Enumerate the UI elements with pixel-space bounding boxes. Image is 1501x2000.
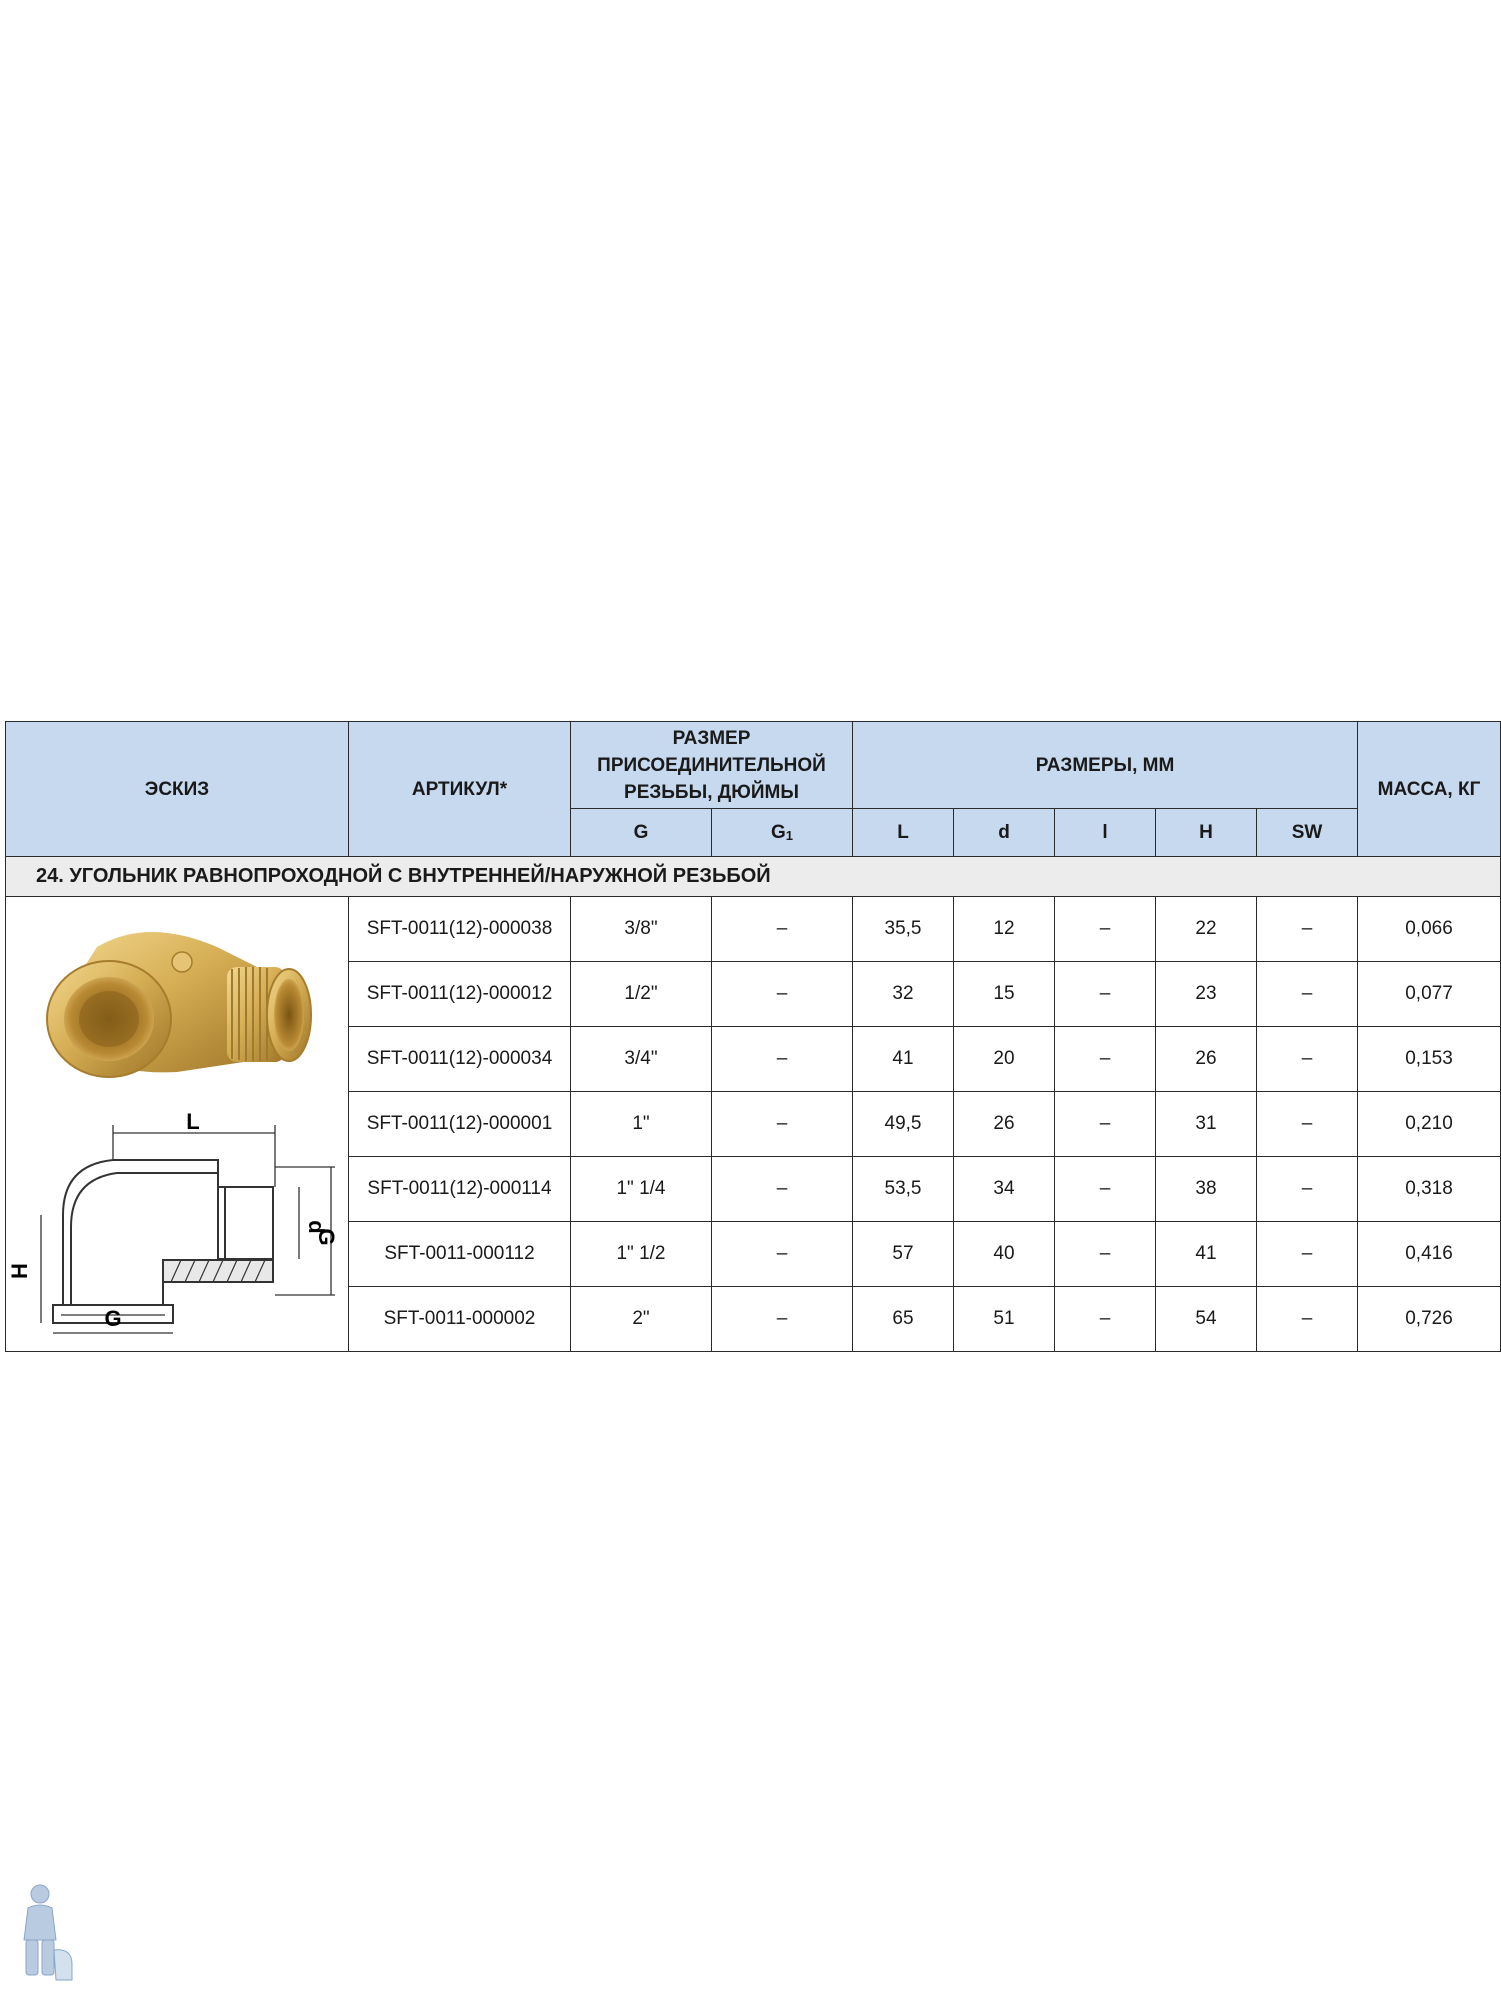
cell-SW: – [1257,1092,1358,1157]
cell-article: SFT-0011(12)-000001 [349,1092,571,1157]
cell-d: 15 [954,962,1055,1027]
header-g1-letter: G [770,821,786,843]
cell-l: – [1055,1157,1156,1222]
cell-l: – [1055,1287,1156,1352]
cell-d: 34 [954,1157,1055,1222]
cell-g: 1" 1/4 [571,1157,712,1222]
cell-mass: 0,210 [1358,1092,1501,1157]
header-row-1 [6,722,1501,809]
header-l: l [1055,809,1156,857]
cell-mass: 0,153 [1358,1027,1501,1092]
cell-l: – [1055,1027,1156,1092]
cell-H: 38 [1156,1157,1257,1222]
drawing-label-G-bottom: G [104,1306,122,1331]
cell-mass: 0,726 [1358,1287,1501,1352]
cell-H: 31 [1156,1092,1257,1157]
elbow-fitting-photo [27,907,327,1107]
section-title: 24. УГОЛЬНИК РАВНОПРОХОДНОЙ С ВНУТРЕННЕЙ/НАРУЖНОЙ РЕЗЬБОЙ [6,857,1501,897]
cell-H: 26 [1156,1027,1257,1092]
header-L: L [853,809,954,857]
cell-SW: – [1257,1287,1358,1352]
cell-g1: – [712,1157,853,1222]
header-g: G [571,809,712,857]
header-thread-size: РАЗМЕР ПРИСОЕДИНИТЕЛЬНОЙ РЕЗЬБЫ, ДЮЙМЫ [571,722,853,809]
header-SW: SW [1257,809,1358,857]
elbow-technical-drawing [7,1109,343,1345]
header-g1 [712,809,853,857]
cell-l: – [1055,1222,1156,1287]
cell-L: 35,5 [853,897,954,962]
header-H: H [1156,809,1257,857]
drawing-label-L: L [186,1109,200,1134]
cell-d: 20 [954,1027,1055,1092]
cell-d: 26 [954,1092,1055,1157]
spec-table [5,721,1501,1352]
table-row [6,897,1501,962]
section-row [6,857,1501,897]
cell-L: 53,5 [853,1157,954,1222]
cell-d: 12 [954,897,1055,962]
drawing-label-G-right: G [314,1228,339,1246]
cell-g: 1" 1/2 [571,1222,712,1287]
cell-SW: – [1257,962,1358,1027]
header-g1-sub: 1 [785,827,793,843]
cell-H: 23 [1156,962,1257,1027]
header-mass: МАССА, КГ [1358,722,1501,857]
header-d: d [954,809,1055,857]
cell-d: 40 [954,1222,1055,1287]
cell-article: SFT-0011(12)-000038 [349,897,571,962]
plumber-mascot-logo [10,1880,80,1990]
header-article: АРТИКУЛ* [349,722,571,857]
cell-g: 3/4" [571,1027,712,1092]
drawing-label-d: d [304,1220,329,1234]
cell-article: SFT-0011(12)-000034 [349,1027,571,1092]
cell-L: 32 [853,962,954,1027]
cell-l: – [1055,897,1156,962]
cell-g1: – [712,1222,853,1287]
cell-article: SFT-0011(12)-000012 [349,962,571,1027]
cell-g: 1" [571,1092,712,1157]
sketch-cell [6,897,349,1352]
cell-mass: 0,077 [1358,962,1501,1027]
cell-mass: 0,416 [1358,1222,1501,1287]
cell-H: 41 [1156,1222,1257,1287]
cell-H: 22 [1156,897,1257,962]
cell-H: 54 [1156,1287,1257,1352]
cell-L: 41 [853,1027,954,1092]
cell-SW: – [1257,897,1358,962]
drawing-label-H: H [7,1263,32,1279]
cell-g: 2" [571,1287,712,1352]
header-dimensions: РАЗМЕРЫ, ММ [853,722,1358,809]
cell-L: 65 [853,1287,954,1352]
cell-g: 1/2" [571,962,712,1027]
cell-SW: – [1257,1157,1358,1222]
header-sketch: ЭСКИЗ [6,722,349,857]
cell-l: – [1055,1092,1156,1157]
cell-g1: – [712,1287,853,1352]
cell-L: 57 [853,1222,954,1287]
cell-g1: – [712,1027,853,1092]
cell-article: SFT-0011-000002 [349,1287,571,1352]
cell-g1: – [712,1092,853,1157]
cell-mass: 0,066 [1358,897,1501,962]
cell-mass: 0,318 [1358,1157,1501,1222]
cell-g: 3/8" [571,897,712,962]
cell-SW: – [1257,1222,1358,1287]
cell-g1: – [712,962,853,1027]
cell-g1: – [712,897,853,962]
cell-article: SFT-0011-000112 [349,1222,571,1287]
cell-SW: – [1257,1027,1358,1092]
cell-l: – [1055,962,1156,1027]
side-watermark [1476,1885,1492,1990]
cell-d: 51 [954,1287,1055,1352]
cell-article: SFT-0011(12)-000114 [349,1157,571,1222]
cell-L: 49,5 [853,1092,954,1157]
